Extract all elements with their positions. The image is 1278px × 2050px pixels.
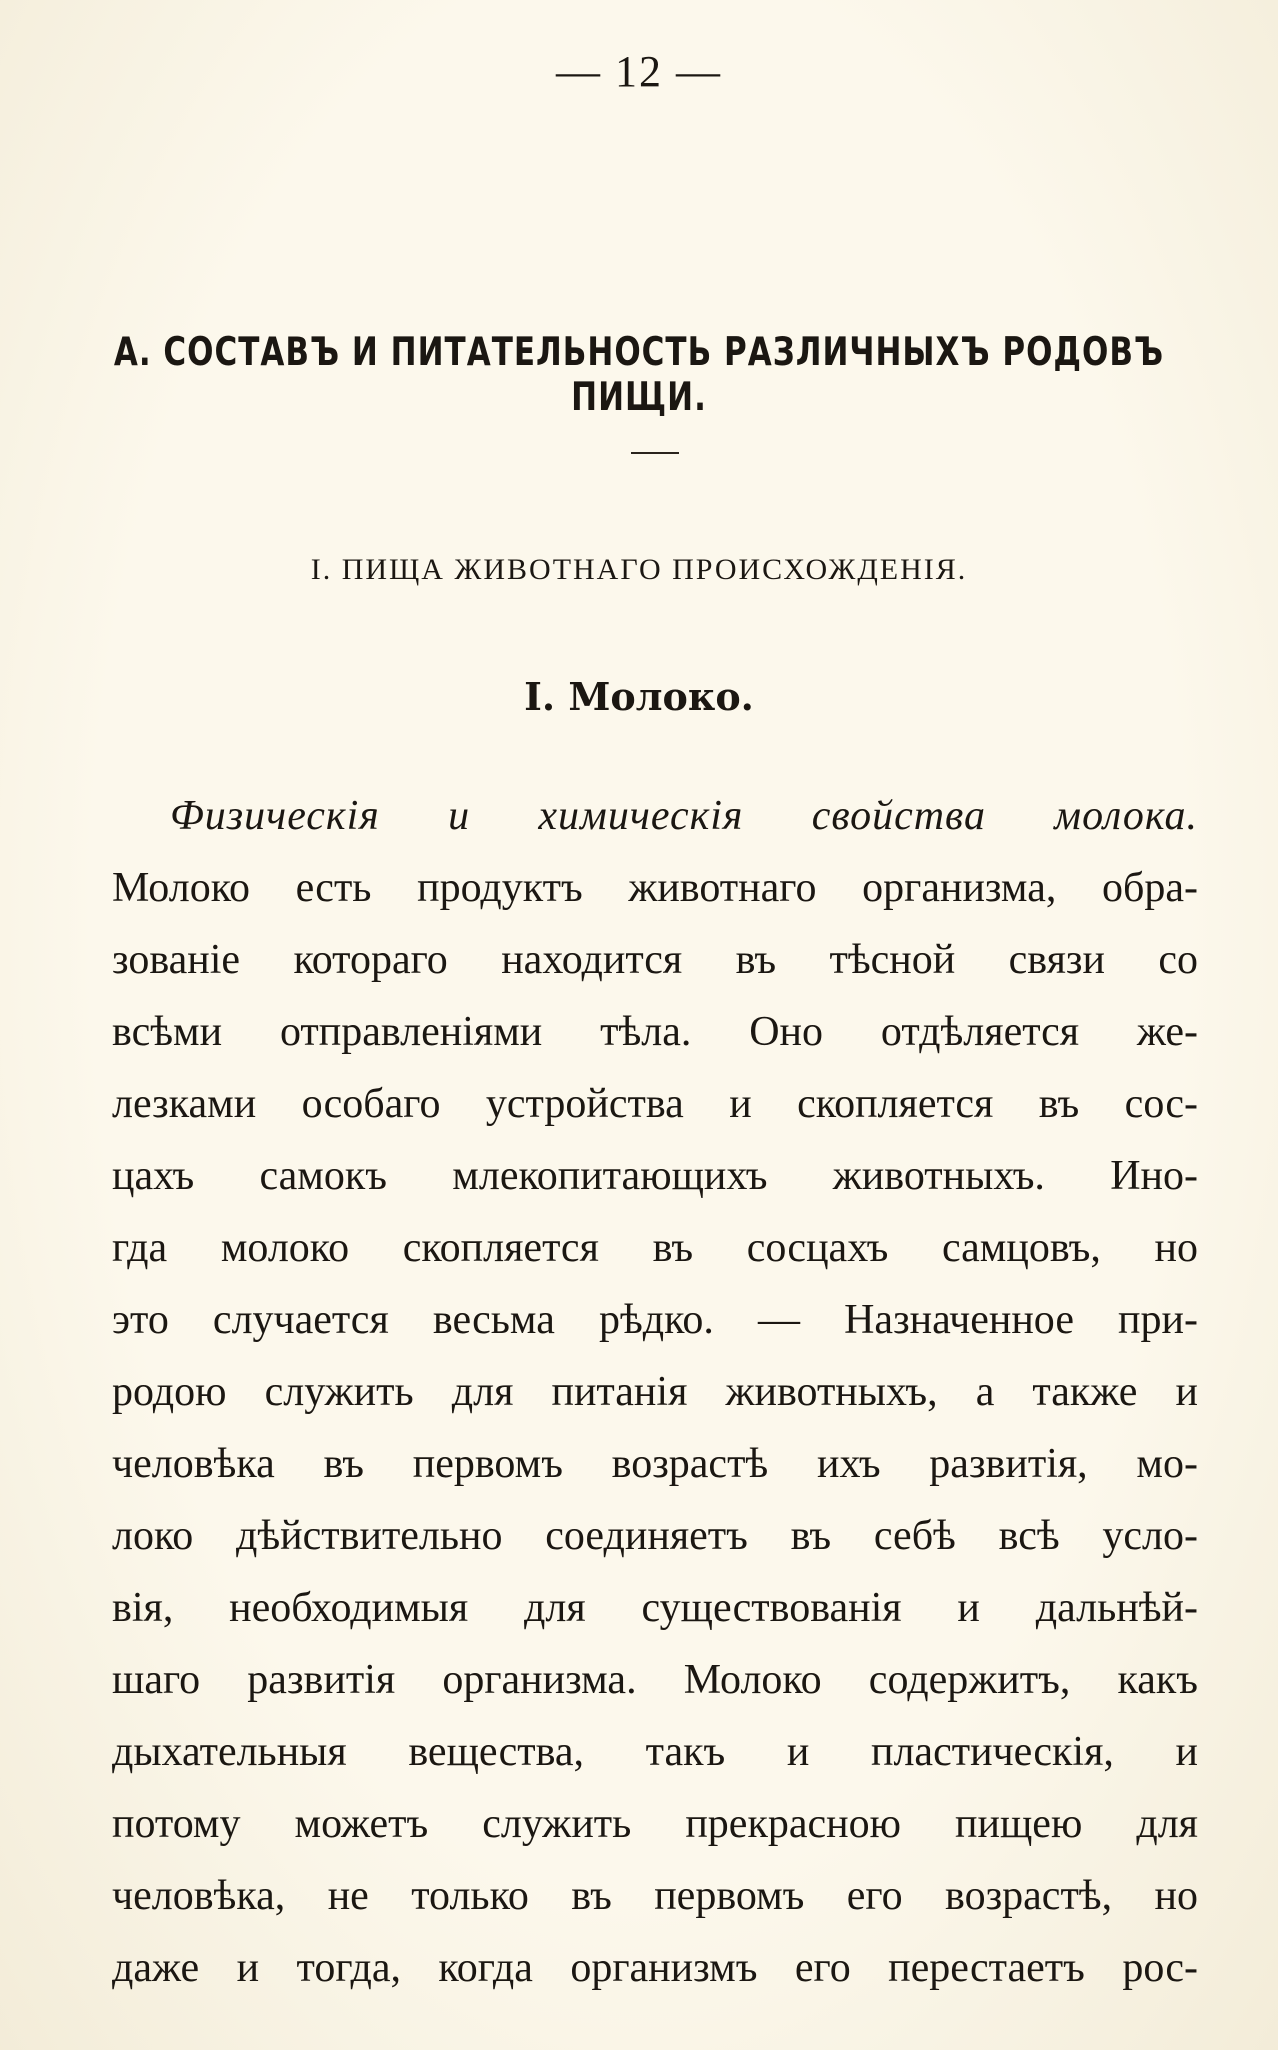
body-text bbox=[112, 780, 1198, 2004]
text-line: вія, необходимыя для существованія и дальнѣй- bbox=[112, 1585, 1198, 1631]
text-line: даже и тогда, когда организмъ его перестаетъ рос- bbox=[112, 1945, 1198, 1991]
text-line: гда молоко скопляется въ сосцахъ самцовъ, но bbox=[112, 1225, 1198, 1271]
page-number: — 12 — bbox=[556, 47, 722, 96]
text-line: дыхательныя вещества, такъ и пластическія, и bbox=[112, 1729, 1198, 1775]
text-line: локо дѣйствительно соединяетъ въ себѣ всѣ усло- bbox=[112, 1513, 1198, 1559]
text-line: это случается весьма рѣдко. — Назначенное при- bbox=[112, 1297, 1198, 1343]
paragraph-lead-italic: Физическія и химическія свойства молока. bbox=[170, 793, 1198, 839]
text-line: потому можетъ служить прекрасною пищею для bbox=[112, 1801, 1198, 1847]
text-line: цахъ самокъ млекопитающихъ животныхъ. Ино- bbox=[112, 1153, 1198, 1199]
subsection-heading: I. ПИЩА ЖИВОТНАГО ПРОИСХОЖДЕНІЯ. bbox=[310, 553, 968, 586]
text-line: Молоко есть продуктъ животнаго организма, обра- bbox=[112, 865, 1198, 911]
text-line: зованіе котораго находится въ тѣсной связи со bbox=[112, 937, 1198, 983]
text-line: лезками особаго устройства и скопляется въ сос- bbox=[112, 1081, 1198, 1127]
heading-divider bbox=[631, 452, 679, 454]
text-line: человѣка въ первомъ возрастѣ ихъ развитія, мо- bbox=[112, 1441, 1198, 1487]
section-heading: А. СОСТАВЪ И ПИТАТЕЛЬНОСТЬ РАЗЛИЧНЫХЪ РОДОВЪ ПИЩИ. bbox=[113, 330, 1165, 420]
text-line: шаго развитія организма. Молоко содержитъ, какъ bbox=[112, 1657, 1198, 1703]
text-line: человѣка, не только въ первомъ его возрастѣ, но bbox=[112, 1873, 1198, 1919]
text-line: родою служить для питанія животныхъ, а также и bbox=[112, 1369, 1198, 1415]
text-line: всѣми отправленіями тѣла. Оно отдѣляется же- bbox=[112, 1009, 1198, 1055]
chapter-heading: I. Молоко. bbox=[524, 674, 754, 719]
